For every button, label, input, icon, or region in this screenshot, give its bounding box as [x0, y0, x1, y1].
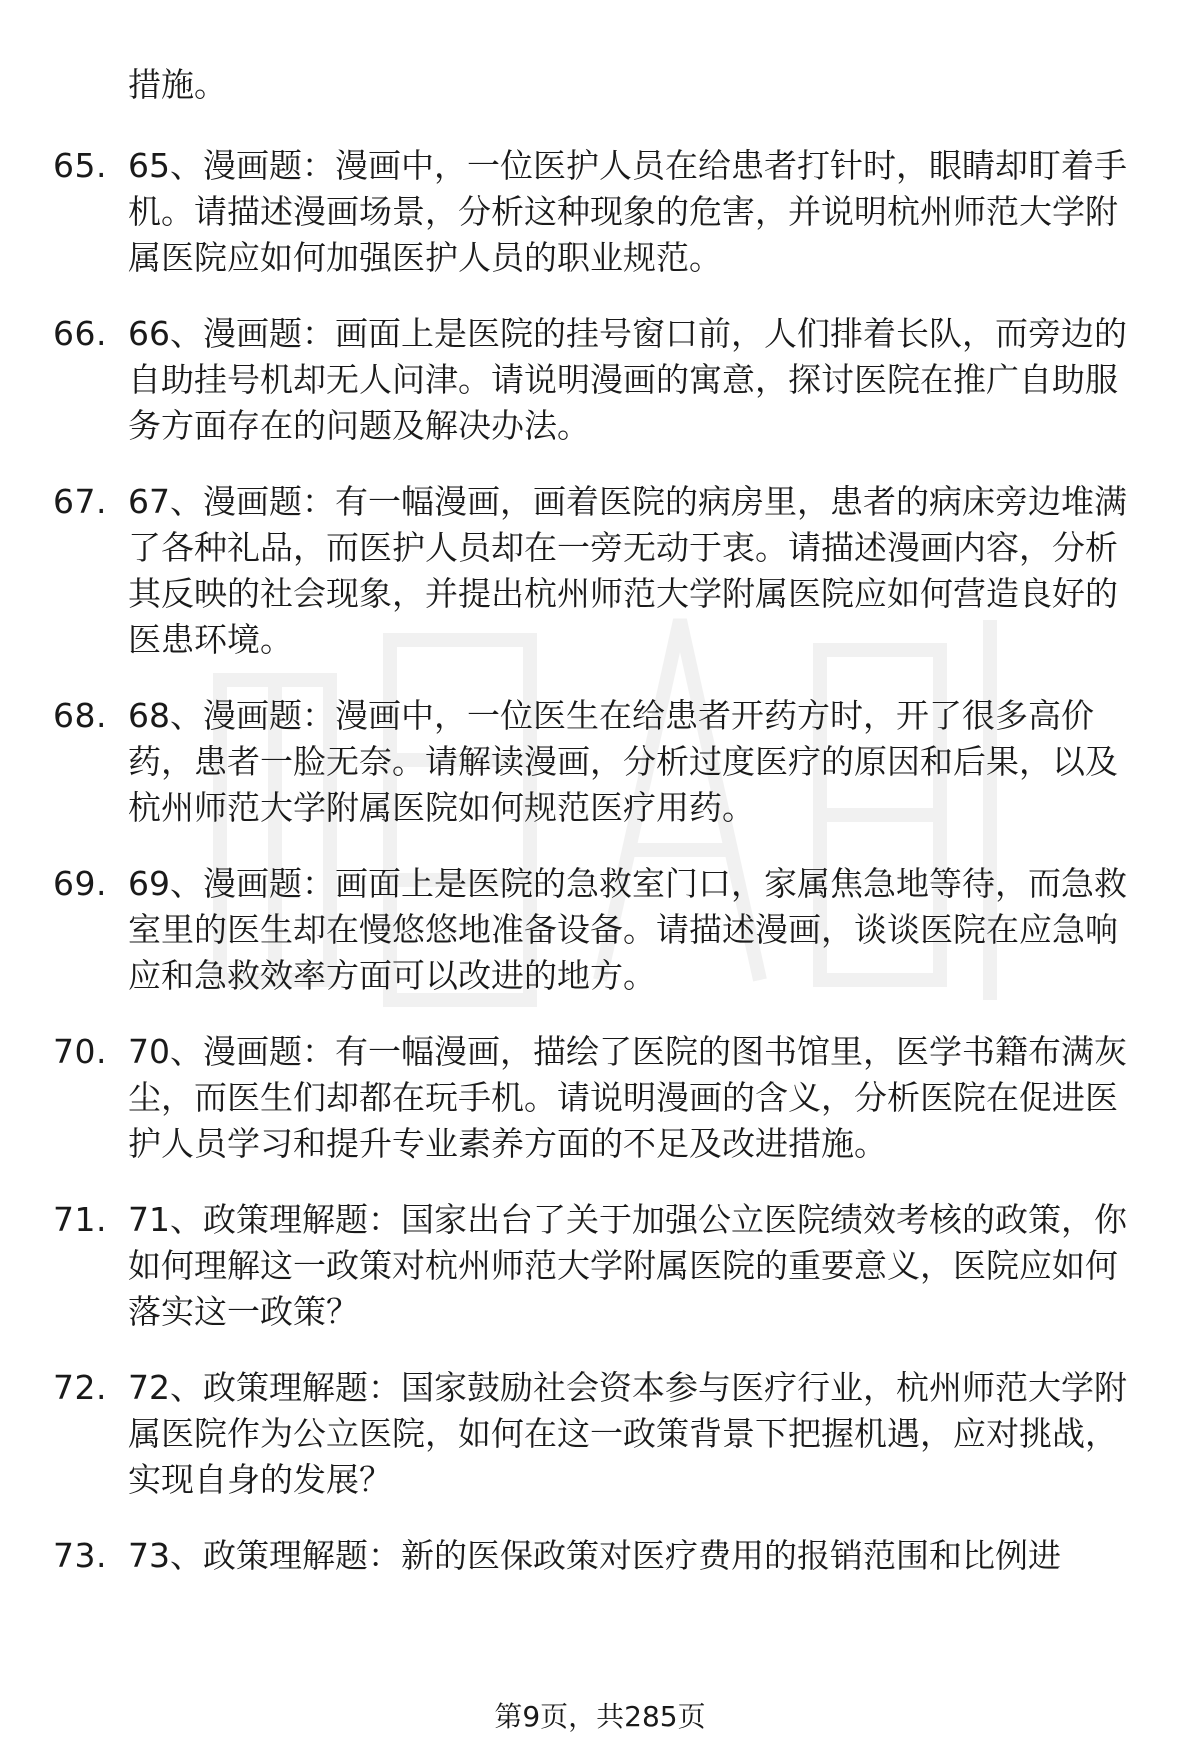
item-text: 72、政策理解题：国家鼓励社会资本参与医疗行业，杭州师范大学附属医院作为公立医院，如何在这一政策背景下把握机遇，应对挑战，实现自身的发展？	[128, 1368, 1127, 1499]
item-number: 67.	[53, 482, 107, 521]
item-text: 68、漫画题：漫画中，一位医生在给患者开药方时，开了很多高价药，患者一脸无奈。请解读漫画，分析过度医疗的原因和后果，以及杭州师范大学附属医院如何规范医疗用药。	[128, 696, 1118, 827]
item-number: 73.	[53, 1536, 107, 1575]
item-number: 71.	[53, 1200, 107, 1239]
item-number: 68.	[53, 696, 107, 735]
continuation-text: 措施。	[128, 65, 227, 104]
item-text: 71、政策理解题：国家出台了关于加强公立医院绩效考核的政策，你如何理解这一政策对杭州师范大学附属医院的重要意义，医院应如何落实这一政策？	[128, 1200, 1127, 1331]
item-text: 69、漫画题：画面上是医院的急救室门口，家属焦急地等待，而急救室里的医生却在慢悠悠地准备设备。请描述漫画，谈谈医院在应急响应和急救效率方面可以改进的地方。	[128, 864, 1127, 995]
item-text: 73、政策理解题：新的医保政策对医疗费用的报销范围和比例进	[128, 1536, 1061, 1575]
item-text: 65、漫画题：漫画中，一位医护人员在给患者打针时，眼睛却盯着手机。请描述漫画场景，分析这种现象的危害，并说明杭州师范大学附属医院应如何加强医护人员的职业规范。	[128, 146, 1127, 277]
item-number: 72.	[53, 1368, 107, 1407]
item-number: 65.	[53, 146, 107, 185]
item-number: 66.	[53, 314, 107, 353]
item-number: 70.	[53, 1032, 107, 1071]
item-text: 66、漫画题：画面上是医院的挂号窗口前，人们排着长队，而旁边的自助挂号机却无人问津。请说明漫画的寓意，探讨医院在推广自助服务方面存在的问题及解决办法。	[128, 314, 1127, 445]
item-number: 69.	[53, 864, 107, 903]
page-footer: 第9页，共285页	[494, 1700, 706, 1733]
item-text: 67、漫画题：有一幅漫画，画着医院的病房里，患者的病床旁边堆满了各种礼品，而医护人员却在一旁无动于衷。请描述漫画内容，分析其反映的社会现象，并提出杭州师范大学附属医院应如何营造良好的医患环境。	[128, 482, 1127, 659]
item-text: 70、漫画题：有一幅漫画，描绘了医院的图书馆里，医学书籍布满灰尘，而医生们却都在玩手机。请说明漫画的含义，分析医院在促进医护人员学习和提升专业素养方面的不足及改进措施。	[128, 1032, 1127, 1163]
